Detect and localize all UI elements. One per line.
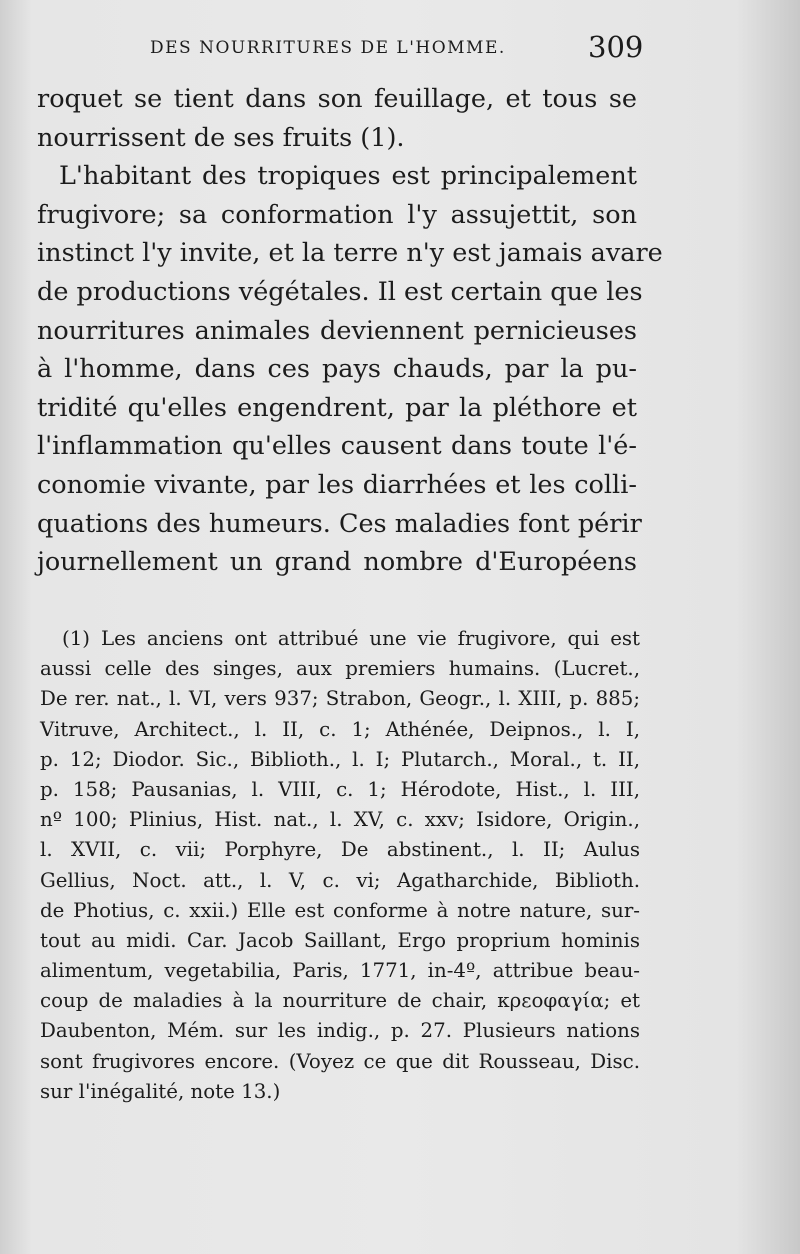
page-number: 309 bbox=[588, 30, 644, 64]
footnote-line: (1) Les anciens ont attribué une vie frugivore, qui est bbox=[62, 627, 640, 650]
footnote-line: p. 158; Pausanias, l. VIII, c. 1; Hérodote, Hist., l. III, bbox=[40, 777, 640, 801]
footnote-line: sont frugivores encore. (Voyez ce que dit Rousseau, Disc. bbox=[40, 1049, 640, 1073]
text-line: nourritures animales deviennent pernicieuses bbox=[37, 315, 637, 346]
footnote-line: p. 12; Diodor. Sic., Biblioth., l. I; Plutarch., Moral., t. II, bbox=[40, 747, 640, 771]
footnote-line: sur l'inégalité, note 13.) bbox=[40, 1079, 281, 1103]
footnote bbox=[40, 624, 640, 1107]
footnote-line: aussi celle des singes, aux premiers humains. (Lucret., bbox=[40, 657, 640, 681]
text-line: à l'homme, dans ces pays chauds, par la pu- bbox=[37, 354, 637, 385]
footnote-line: De rer. nat., l. VI, vers 937; Strabon, Geogr., l. XIII, p. 885; bbox=[40, 687, 640, 711]
running-title: DES NOURRITURES DE L'HOMME. bbox=[150, 38, 506, 58]
footnote-line: nº 100; Plinius, Hist. nat., l. XV, c. xxv; Isidore, Origin., bbox=[40, 808, 640, 832]
text-line: L'habitant des tropiques est principalement bbox=[59, 161, 637, 192]
footnote-line: de Photius, c. xxii.) Elle est conforme à notre nature, sur- bbox=[40, 898, 640, 922]
text-line: tridité qu'elles engendrent, par la pléthore et bbox=[37, 392, 637, 423]
footnote-line: tout au midi. Car. Jacob Saillant, Ergo proprium hominis bbox=[40, 928, 640, 952]
text-line: quations des humeurs. Ces maladies font périr bbox=[37, 508, 642, 539]
text-line: de productions végétales. Il est certain que les bbox=[37, 276, 643, 307]
text-line: frugivore; sa conformation l'y assujettit, son bbox=[37, 199, 637, 230]
text-line: conomie vivante, par les diarrhées et les colli- bbox=[37, 469, 637, 500]
footnote-line: coup de maladies à la nourriture de chair, κρεοφαγία; et bbox=[40, 989, 640, 1013]
text-line: nourrissent de ses fruits (1). bbox=[37, 122, 405, 153]
text-line: journellement un grand nombre d'Européens bbox=[37, 547, 637, 578]
footnote-line: alimentum, vegetabilia, Paris, 1771, in-4º, attribue beau- bbox=[40, 959, 640, 983]
text-line: instinct l'y invite, et la terre n'y est jamais avare bbox=[37, 238, 663, 269]
text-line: roquet se tient dans son feuillage, et tous se bbox=[37, 84, 637, 114]
footnote-line: Gellius, Noct. att., l. V, c. vi; Agatharchide, Biblioth. bbox=[40, 868, 640, 892]
footnote-line: l. XVII, c. vii; Porphyre, De abstinent., l. II; Aulus bbox=[40, 838, 640, 862]
footnote-line: Vitruve, Architect., l. II, c. 1; Athénée, Deipnos., l. I, bbox=[40, 717, 640, 741]
text-line: l'inflammation qu'elles causent dans toute l'é- bbox=[37, 431, 637, 462]
main-text bbox=[37, 80, 663, 582]
footnote-line: Daubenton, Mém. sur les indig., p. 27. Plusieurs nations bbox=[40, 1019, 640, 1043]
